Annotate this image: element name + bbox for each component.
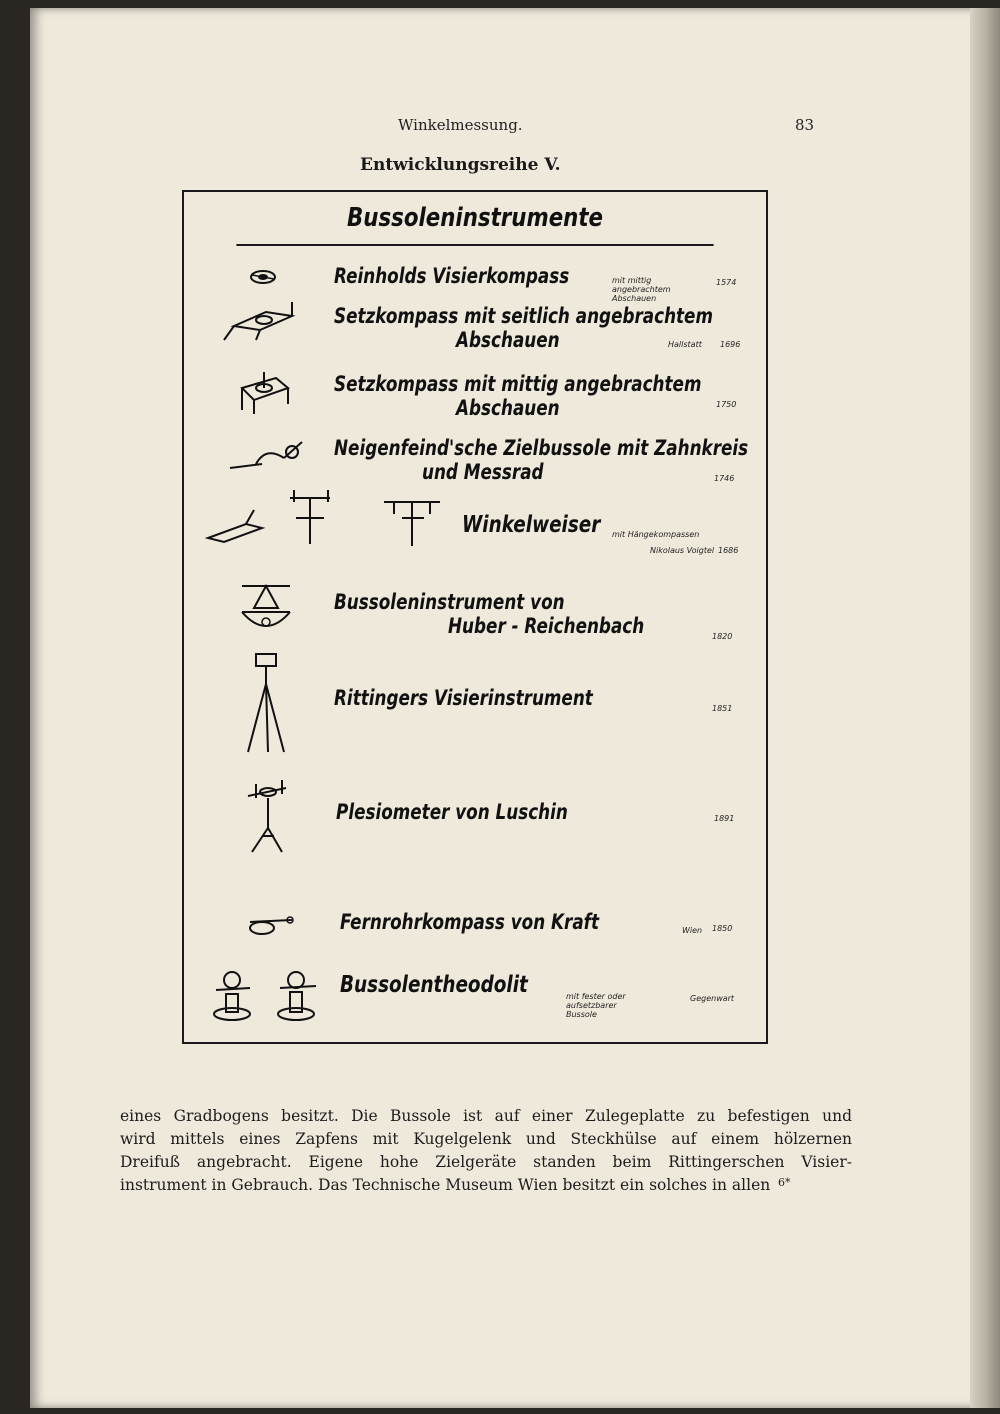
entry-reinhold: Reinholds Visierkompass bbox=[334, 264, 570, 288]
entry-rittinger-year: 1851 bbox=[712, 704, 733, 713]
entry-rittinger: Rittingers Visierinstrument bbox=[334, 686, 593, 710]
entry-bussolentheodolit: Bussolentheodolit bbox=[340, 972, 528, 998]
entry-fernrohrkompass-place: Wien bbox=[682, 926, 703, 935]
figure-frame bbox=[182, 190, 768, 1044]
body-line: instrument in Gebrauch. Das Technische Museum Wien besitzt ein solches in allen bbox=[120, 1176, 771, 1194]
zielbussole-icon bbox=[226, 438, 306, 474]
entry-reinhold-year: 1574 bbox=[716, 278, 737, 287]
entry-winkelweiser-note: mit Hängekompassen bbox=[612, 530, 700, 539]
body-line: Dreifuß angebracht. Eigene hohe Zielgeräte standen beim Rittingerschen Visier- bbox=[120, 1153, 852, 1171]
body-line: wird mittels eines Zapfens mit Kugelgelenk und Steckhülse auf einem hölzernen bbox=[120, 1130, 852, 1148]
book-page bbox=[30, 8, 988, 1408]
body-line: eines Gradbogens besitzt. Die Bussole ist auf einer Zulegeplatte zu befestigen und bbox=[120, 1107, 852, 1125]
body-paragraph bbox=[120, 1105, 852, 1197]
entry-winkelweiser-year: 1686 bbox=[718, 546, 739, 555]
entry-plesiometer-year: 1891 bbox=[714, 814, 735, 823]
entry-winkelweiser: Winkelweiser bbox=[462, 512, 601, 538]
visierkompass-icon bbox=[246, 266, 280, 288]
figure-title: Bussoleninstrumente bbox=[236, 192, 713, 246]
theodolit-icon bbox=[206, 966, 326, 1022]
entry-setzkompass-mittig: Setzkompass mit mittig angebrachtem Abschauen bbox=[334, 372, 702, 420]
running-title: Winkelmessung. bbox=[398, 116, 523, 134]
entry-setzkompass-mittig-year: 1750 bbox=[716, 400, 737, 409]
entry-setzkompass-seitlich: Setzkompass mit seitlich angebrachtem Abschauen bbox=[334, 304, 713, 352]
entry-reichenbach-year: 1820 bbox=[712, 632, 733, 641]
setzkompass-mittig-icon bbox=[236, 370, 296, 416]
setzkompass-seitlich-icon bbox=[220, 298, 304, 342]
winkelweiser-icon bbox=[204, 488, 444, 552]
entry-setzkompass-seitlich-place: Hallstatt bbox=[668, 340, 702, 349]
entry-fernrohrkompass: Fernrohrkompass von Kraft bbox=[340, 910, 599, 934]
entry-bussolentheodolit-note: mit fester oder aufsetzbarer Bussole bbox=[566, 992, 626, 1019]
section-heading: Entwicklungsreihe V. bbox=[360, 155, 561, 175]
entry-winkelweiser-place: Nikolaus Voigtel bbox=[650, 546, 715, 555]
book-spine-edge bbox=[970, 8, 1000, 1408]
entry-reichenbach: Bussoleninstrument von Huber - Reichenbach bbox=[334, 590, 645, 638]
fernrohrkompass-icon bbox=[240, 914, 296, 938]
entry-reinhold-note: mit mittig angebrachtem Abschauen bbox=[612, 276, 671, 303]
entry-zielbussole-year: 1746 bbox=[714, 474, 735, 483]
entry-plesiometer: Plesiometer von Luschin bbox=[336, 800, 568, 824]
sheet-signature: 6* bbox=[778, 1176, 791, 1189]
entry-zielbussole: Neigenfeind'sche Zielbussole mit Zahnkreis und Messrad bbox=[334, 436, 749, 484]
plesiometer-icon bbox=[242, 776, 292, 862]
entry-bussolentheodolit-year: Gegenwart bbox=[690, 994, 735, 1003]
rittinger-instrument-icon bbox=[244, 648, 290, 758]
entry-setzkompass-seitlich-year: 1696 bbox=[720, 340, 741, 349]
reichenbach-bussole-icon bbox=[236, 578, 296, 638]
page-number: 83 bbox=[795, 116, 815, 134]
entry-fernrohrkompass-year: 1850 bbox=[712, 924, 733, 933]
